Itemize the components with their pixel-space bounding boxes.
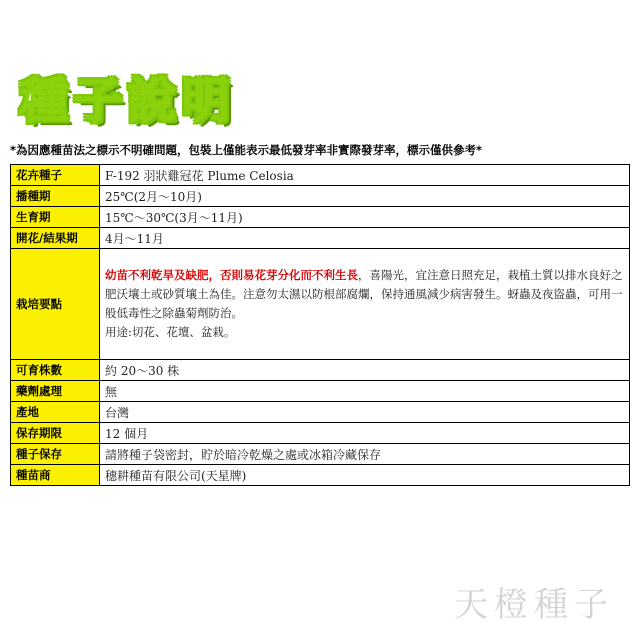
table-row: [11, 360, 630, 381]
growing-value: 15℃～30℃(3月～11月): [100, 207, 630, 228]
supplier-value: 穗耕種苗有限公司(天星牌): [100, 465, 630, 486]
disclaimer-note: *為因應種苗法之標示不明確問題，包裝上僅能表示最低發芽率非實際發芽率，標示僅供參考*: [10, 143, 483, 157]
page-title: 種子說明: [20, 73, 237, 129]
table-row: [11, 207, 630, 228]
variety-label: 花卉種子: [11, 165, 100, 186]
table-row: [11, 465, 630, 486]
table-row: [11, 402, 630, 423]
table-row: [11, 444, 630, 465]
table-row: [11, 423, 630, 444]
growing-label: 生育期: [11, 207, 100, 228]
seed-info-table: [10, 164, 630, 486]
storage-value: 請將種子袋密封，貯於暗冷乾燥之處或冰箱冷藏保存: [100, 444, 630, 465]
cultivation-usage: 用途:切花、花壇、盆栽。: [105, 325, 236, 339]
table-row: [11, 165, 630, 186]
table-row: [11, 186, 630, 207]
origin-label: 產地: [11, 402, 100, 423]
cultivation-notes: [100, 249, 630, 360]
shelf-label: 保存期限: [11, 423, 100, 444]
sowing-label: 播種期: [11, 186, 100, 207]
flowering-value: 4月～11月: [100, 228, 630, 249]
plants-value: 約 20～30 株: [100, 360, 630, 381]
storage-label: 種子保存: [11, 444, 100, 465]
cultivation-warning: 幼苗不利乾旱及缺肥，否則易花芽分化而不利生長: [105, 268, 358, 282]
sowing-value: 25℃(2月～10月): [100, 186, 630, 207]
treatment-value: 無: [100, 381, 630, 402]
brand-watermark: 天橙種子: [454, 585, 614, 625]
supplier-label: 種苗商: [11, 465, 100, 486]
cultivation-label: 栽培要點: [11, 249, 100, 360]
flowering-label: 開花/結果期: [11, 228, 100, 249]
table-row: [11, 228, 630, 249]
shelf-value: 12 個月: [100, 423, 630, 444]
table-row: [11, 249, 630, 360]
cultivation-text: ，喜陽光，宜注意日照充足，栽植土質以排水良好之肥沃壤土或砂質壤土為佳。注意勿太濕以防根部腐爛，保持通風減少病害發生。蚜蟲及夜盜蟲，可用一般低毒性之除蟲菊劑防治。: [105, 268, 623, 320]
variety-value: F-192 羽狀雞冠花 Plume Celosia: [100, 165, 630, 186]
table-row: [11, 381, 630, 402]
origin-value: 台灣: [100, 402, 630, 423]
plants-label: 可育株數: [11, 360, 100, 381]
treatment-label: 藥劑處理: [11, 381, 100, 402]
